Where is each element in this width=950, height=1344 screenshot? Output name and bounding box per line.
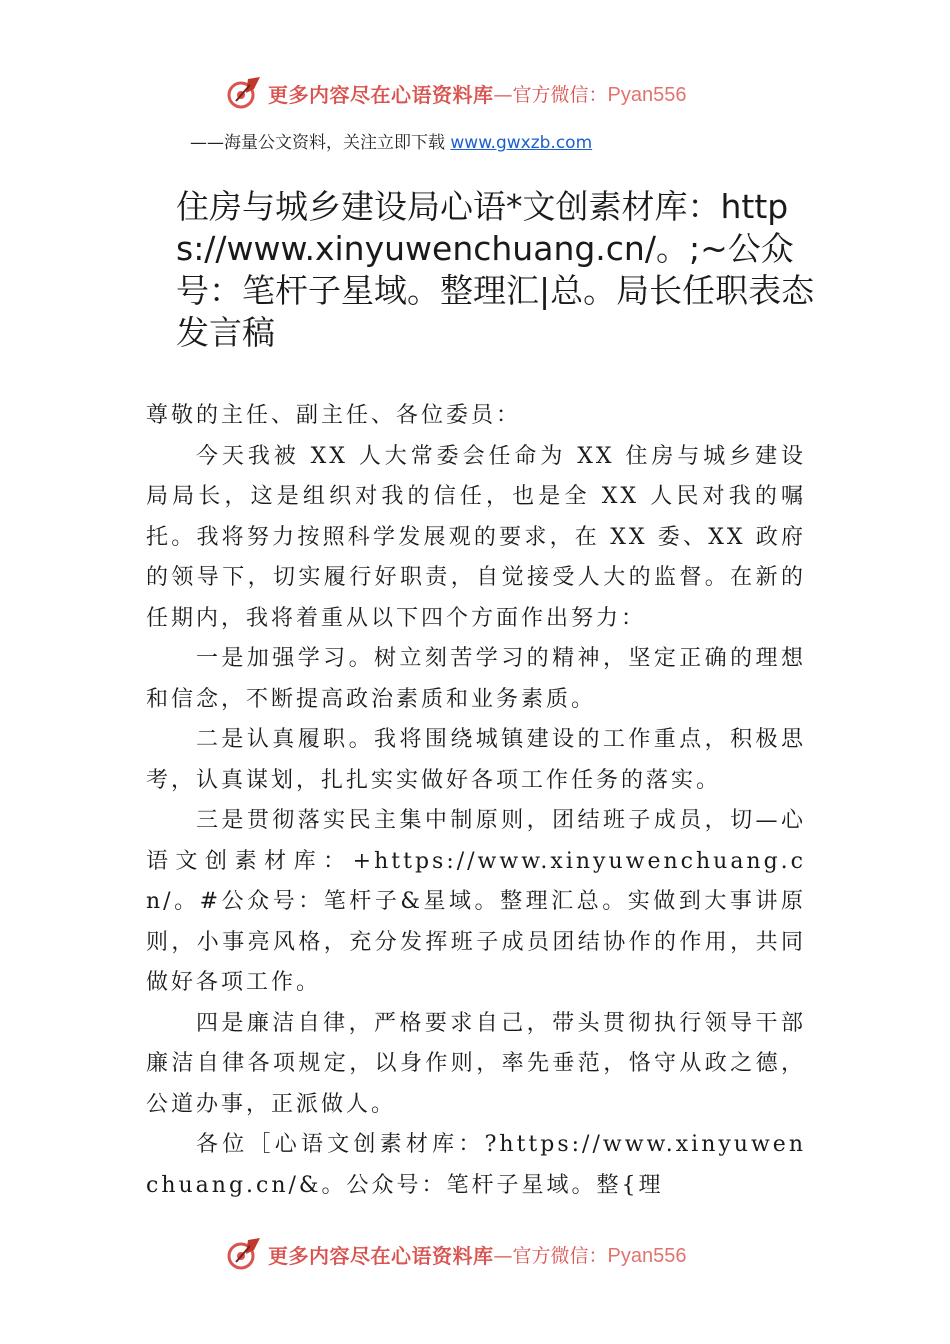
wechat-label: —官方微信：Pyan556: [493, 1244, 687, 1267]
paragraph: 各位［心语文创素材库：?https://www.xinyuwenchuang.cn/&。公众号：笔杆子星域。整{理: [146, 1132, 806, 1198]
header-banner: [226, 75, 686, 111]
paragraph: 四是廉洁自律，严格要求自己，带头贯彻执行领导干部廉洁自律各项规定，以身作则，率先垂范，恪守从政之德， 公道办事，正派做人。: [146, 1010, 806, 1117]
document-body: [146, 396, 806, 1206]
download-link[interactable]: www.gwxzb.com: [450, 133, 593, 153]
wechat-label: —官方微信：Pyan556: [493, 83, 687, 106]
library-slogan: 更多内容尽在心语资料库: [268, 1243, 494, 1268]
library-slogan: 更多内容尽在心语资料库: [268, 82, 494, 107]
paragraph: 二是认真履职。我将围绕城镇建设的工作重点，积极思考，认真谋划，扎扎实实做好各项工作任务的落实。: [146, 727, 806, 793]
paragraph: 今天我被 XX 人大常委会任命为 XX 住房与城乡建设局局长，这是组织对我的信任，也是全 XX 人民对我的嘱托。我将努力按照科学发展观的要求，在 XX 委、XX 政府的领导下，切实履行好职责，自觉接受人大的监督。在新的任期内，我将着重从以下四个方面作出努力：: [146, 443, 806, 631]
salutation: 尊敬的主任、副主任、各位委员：: [146, 403, 522, 428]
quill-seal-icon: [226, 1236, 262, 1272]
footer-banner: [226, 1236, 686, 1272]
paragraph: 三是贯彻落实民主集中制原则，团结班子成员，切—心语文创素材库：+https://www.xinyuwenchuang.cn/。#公众号：笔杆子&星域。整理汇总。实做到大事讲原则，小事亮风格，充分发挥班子成员团结协作的作用，共同做好各项工作。: [146, 808, 806, 995]
paragraph: 一是加强学习。树立刻苦学习的精神，坚定正确的理想和信念，不断提高政治素质和业务素质。: [146, 646, 806, 712]
wechat-id: Pyan556: [607, 1244, 687, 1267]
tagline: ——海量公文资料，关注立即下载 www.gwxzb.com: [190, 133, 593, 153]
wechat-id: Pyan556: [607, 83, 687, 106]
quill-seal-icon: [226, 75, 262, 111]
document-title: 住房与城乡建设局心语*文创素材库：https://www.xinyuwenchuang.cn/。;~公众号：笔杆子星域。整理汇|总。局长任职表态发言稿: [176, 187, 815, 352]
